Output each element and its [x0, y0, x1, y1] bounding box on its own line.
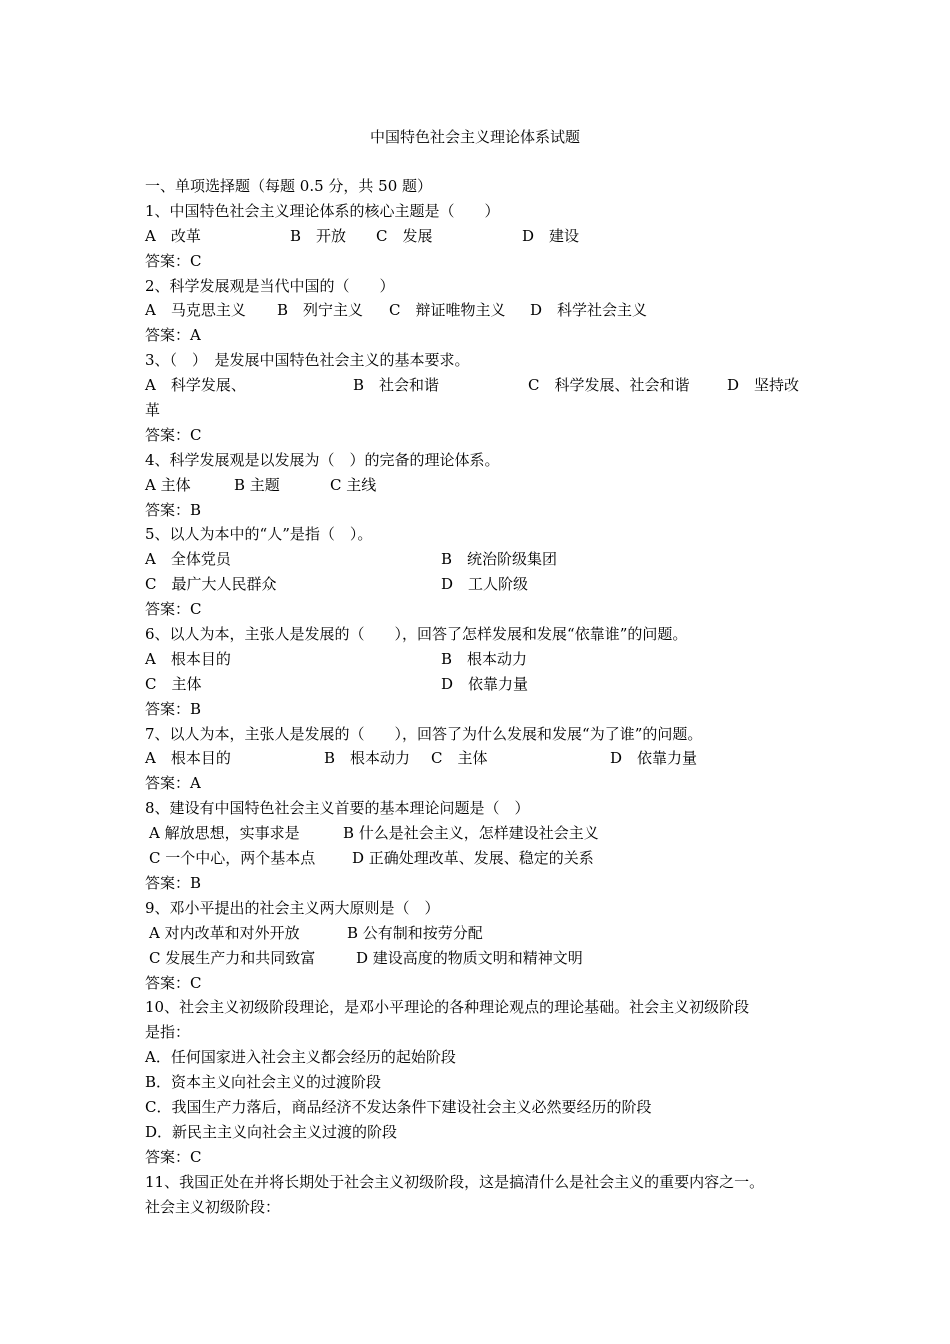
option-a: A 根本目的 [145, 649, 231, 668]
option-c: C 辩证唯物主义 [389, 301, 506, 320]
question-5-options-ab [145, 547, 825, 572]
question-1-options [145, 224, 825, 249]
answer-6: 答案：B [145, 699, 202, 718]
option-d: D 正确处理改革、发展、稳定的关系 [352, 849, 594, 868]
answer-10: 答案：C [145, 1147, 202, 1166]
answer-3: 答案：C [145, 425, 202, 444]
question-9-options-cd [145, 946, 825, 971]
option-a: A 解放思想，实事求是 [149, 824, 300, 843]
answer-2: 答案：A [145, 326, 201, 345]
question-list [145, 174, 825, 1219]
option-d: D 坚持改 [727, 376, 800, 395]
option-d: D 科学社会主义 [530, 301, 648, 320]
question-2-options [145, 298, 825, 323]
option-c: C 发展 [376, 226, 433, 245]
question-10-line-1: 10、社会主义初级阶段理论，是邓小平理论的各种理论观点的理论基础。社会主义初级阶段 [145, 998, 750, 1017]
option-a: A 科学发展、 [145, 376, 246, 395]
question-4-options [145, 473, 825, 498]
section-heading: 一、单项选择题（每题 0.5 分，共 50 题） [145, 177, 433, 195]
option-d: D．新民主主义向社会主义过渡的阶段 [145, 1122, 398, 1141]
option-a: A 对内改革和对外开放 [149, 923, 300, 942]
question-9: 9、邓小平提出的社会主义两大原则是（ ） [145, 898, 440, 917]
option-b: B 统治阶级集团 [441, 550, 558, 569]
option-b: B 什么是社会主义，怎样建设社会主义 [343, 824, 599, 843]
answer-4: 答案：B [145, 500, 202, 519]
option-d: D 建设高度的物质文明和精神文明 [356, 948, 583, 967]
question-5: 5、以人为本中的“人”是指（ ）。 [145, 525, 373, 544]
option-b: B 开放 [290, 226, 347, 245]
option-a: A 全体党员 [145, 550, 231, 569]
question-3-option-wrap: 革 [145, 401, 161, 420]
option-d: D 依靠力量 [441, 674, 529, 693]
question-5-options-cd [145, 572, 825, 597]
option-b: B 公有制和按劳分配 [347, 923, 483, 942]
question-3-options [145, 373, 825, 398]
option-d: D 建设 [522, 226, 580, 245]
option-b: B 社会和谐 [353, 376, 440, 395]
answer-9: 答案：C [145, 973, 202, 992]
question-4: 4、科学发展观是以发展为（ ）的完备的理论体系。 [145, 450, 500, 469]
question-10-line-2: 是指： [145, 1023, 191, 1042]
question-7: 7、以人为本，主张人是发展的（ ），回答了为什么发展和发展“为了谁”的问题。 [145, 724, 703, 743]
question-6-options-cd [145, 672, 825, 697]
option-c: C 科学发展、社会和谐 [528, 376, 690, 395]
answer-1: 答案：C [145, 251, 202, 270]
option-c: C 主线 [330, 475, 377, 494]
option-d: D 工人阶级 [441, 575, 529, 594]
answer-8: 答案：B [145, 873, 202, 892]
question-2: 2、科学发展观是当代中国的（ ） [145, 276, 395, 295]
option-a: A 改革 [145, 226, 201, 245]
question-1: 1、中国特色社会主义理论体系的核心主题是（ ） [145, 201, 500, 220]
question-8-options-cd [145, 846, 825, 871]
option-b: B 列宁主义 [277, 301, 364, 320]
question-11-line-1: 11、我国正处在并将长期处于社会主义初级阶段，这是搞清什么是社会主义的重要内容之一。 [145, 1172, 765, 1191]
option-a: A 根本目的 [145, 749, 231, 768]
option-c: C 一个中心，两个基本点 [149, 849, 316, 868]
option-b: B 根本动力 [441, 649, 528, 668]
option-d: D 依靠力量 [610, 749, 698, 768]
option-c: C 主体 [145, 674, 202, 693]
option-c: C．我国生产力落后，商品经济不发达条件下建设社会主义必然要经历的阶段 [145, 1097, 652, 1116]
question-8: 8、建设有中国特色社会主义首要的基本理论问题是（ ） [145, 799, 530, 818]
question-11-line-2: 社会主义初级阶段： [145, 1197, 281, 1216]
option-c: C 最广大人民群众 [145, 575, 277, 594]
question-7-options [145, 746, 825, 771]
question-3: 3、（ ） 是发展中国特色社会主义的基本要求。 [145, 351, 470, 370]
option-a: A．任何国家进入社会主义都会经历的起始阶段 [145, 1048, 456, 1067]
option-a: A 主体 [145, 475, 191, 494]
question-9-options-ab [145, 921, 825, 946]
question-6: 6、以人为本，主张人是发展的（ ），回答了怎样发展和发展“依靠谁”的问题。 [145, 625, 688, 644]
question-6-options-ab [145, 647, 825, 672]
option-c: C 发展生产力和共同致富 [149, 948, 316, 967]
option-b: B 根本动力 [324, 749, 411, 768]
option-c: C 主体 [431, 749, 488, 768]
answer-7: 答案：A [145, 774, 201, 793]
document-title: 中国特色社会主义理论体系试题 [369, 128, 580, 146]
question-8-options-ab [145, 821, 825, 846]
option-a: A 马克思主义 [145, 301, 246, 320]
option-b: B 主题 [234, 475, 280, 494]
option-b: B．资本主义向社会主义的过渡阶段 [145, 1073, 382, 1092]
answer-5: 答案：C [145, 600, 202, 619]
